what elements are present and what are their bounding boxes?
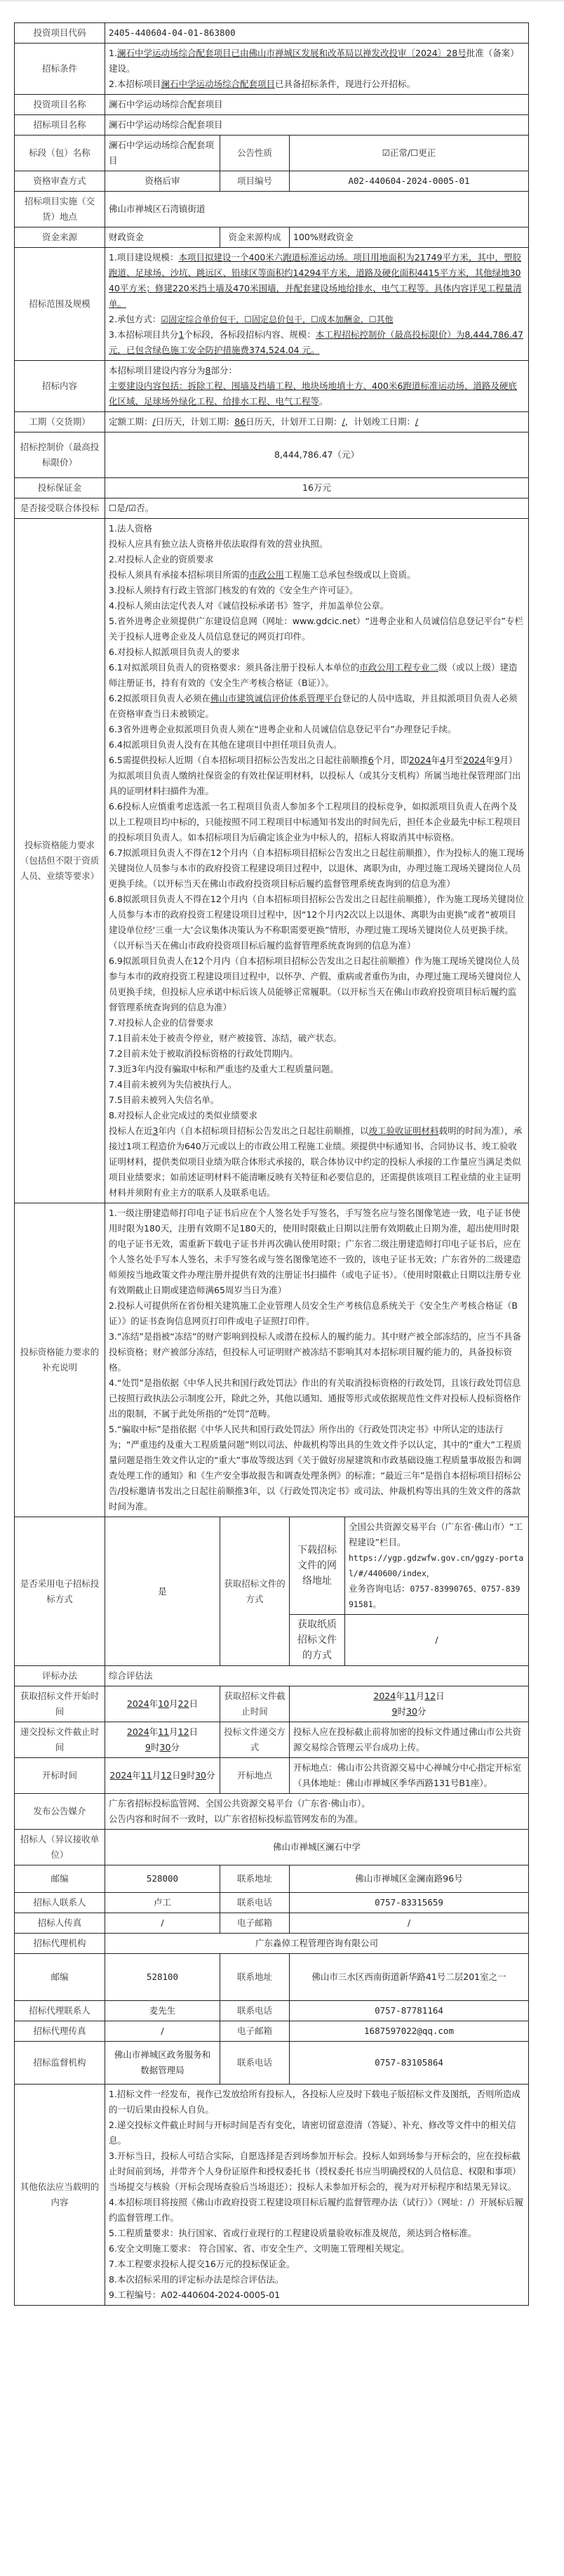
date-month: 11 — [158, 1726, 170, 1737]
text: 已具备招标条件，现进行公开招标。 — [274, 79, 415, 89]
row-location — [15, 192, 529, 227]
scope-item-3 — [109, 327, 525, 358]
label-tenderer-phone: 联系电话 — [220, 1893, 290, 1913]
label-opening-place: 开标地点 — [220, 1758, 290, 1794]
download-platform: 全国公共资源交易平台（广东省·佛山市）“工程建设”栏目。 — [349, 1521, 523, 1547]
label-paper-method: 获取纸质招标文件的方式 — [290, 1615, 345, 1666]
req-6-2 — [109, 691, 525, 722]
text: 部分： — [210, 365, 237, 376]
other-5: 5.工程质量要求：执行国家、省或行业现行的工程建设质量验收标准及规范，须达到合格标准。 — [109, 2228, 477, 2238]
value-control-price: 8,444,786.47（元） — [105, 432, 529, 478]
other-8: 8.本次招标采用的评定标办法是综合评估法。 — [109, 2274, 284, 2285]
label-electronic: 是否采用电子招标投标方式 — [15, 1517, 105, 1666]
text: 专业 — [412, 662, 430, 673]
row-tenderer-fax — [15, 1913, 529, 1934]
download-phone-line — [349, 1581, 525, 1612]
conditions-authority: 佛山市禅城区发展和改革局 — [248, 48, 354, 58]
value-project-code: 2405-440604-04-01-863800 — [105, 23, 529, 44]
row-media — [15, 1794, 529, 1830]
text: 日历天，计划工期： — [155, 416, 235, 427]
label-tenderer-fax: 招标人传真 — [15, 1913, 105, 1934]
req-6-4: 6.4拟派项目负责人没有在其他在建项目中担任项目负责人。 — [109, 739, 342, 750]
value-supplement — [105, 1203, 529, 1517]
label-requirements: 投标资格能力要求（包括但不限于资质人员、业绩等要求） — [15, 519, 105, 1203]
label-tenderer-person: 招标人联系人 — [15, 1893, 105, 1913]
value-section-name: 澜石中学运动场综合配套项目 — [105, 136, 220, 171]
label-consortium: 是否接受联合体投标 — [15, 498, 105, 519]
value-tenderer-address: 佛山市禅城区金澜南路96号 — [290, 1865, 529, 1893]
row-conditions — [15, 44, 529, 95]
row-electronic-download — [15, 1517, 529, 1615]
content-items: 拆除工程、围墙及挡墙工程、地块场地填土方、400米6跑道标准运动场、道路及硬底化区域、足球场外绿化工程、给排水工程、电气工程等 — [109, 381, 517, 407]
other-7: 7.本工程要求投标人提交16万元的投标保证金。 — [109, 2259, 295, 2269]
value-notice-nature: ☑正常/☐更正 — [290, 136, 529, 171]
text: 年内（自本招标项目招标公告发出之日起往前顺推，以 — [158, 1125, 369, 1136]
content-parts-count: 8 — [205, 365, 211, 376]
text: 6.1对拟派项目负责人的资格要求：须具备注册于投标人本单位的 — [109, 662, 360, 673]
time-hour: 9 — [391, 1706, 398, 1717]
text: 级（或以上级）建造师注册证书，持有有效的《安全生产考核合格证（B证）》。 — [109, 662, 518, 688]
label-conditions: 招标条件 — [15, 44, 105, 95]
value-other — [105, 2085, 529, 2306]
text: 日历天，计划开工日期： — [246, 416, 342, 427]
req-7: 7.对投标人企业的信誉要求 — [109, 1017, 214, 1028]
value-paper-method: / — [345, 1615, 529, 1666]
row-obtain-time — [15, 1686, 529, 1722]
label-tenderer-zip: 邮编 — [15, 1865, 105, 1893]
value-consortium: ☐是/☑否。 — [105, 498, 529, 519]
value-opening-time: 2024年11月12日9时30分 — [105, 1758, 220, 1794]
start-month: 4 — [440, 755, 446, 765]
label-obtain-method: 获取招标文件的方式 — [220, 1517, 290, 1666]
end-year: 2024 — [463, 755, 485, 765]
date-month: 11 — [140, 1770, 152, 1781]
consult-phone: 0757-83990765、0757-83991581。 — [349, 1584, 521, 1609]
value-project-number: A02-440604-2024-0005-01 — [290, 171, 529, 192]
value-agency-zip: 528100 — [105, 1954, 220, 2001]
text: 登记的人员中选取，并且拟派项目负责人必须在资格审查当日未被锁定。 — [109, 693, 518, 719]
time-hour: 9 — [145, 1742, 151, 1752]
label-investment-name: 投资项目名称 — [15, 95, 105, 115]
label-duration: 工期（交货期） — [15, 412, 105, 432]
req-6-6: 6.6投标人应慎重考虑选派一名工程项目负责人参加多个工程项目的投标竞争，如拟派项目负责人在两个及以上工程项目均中标的，只能按照不同工程项目中标通知书发出的时间先后，担任本企业最先中标工程项目的投标项目负责人。如本招标项目为后确定该企业为中标人的，招标人将取消其中标资格。 — [109, 801, 521, 843]
req-7-3: 7.3近3年内没有骗取中标和严重违约及重大工程质量问题。 — [109, 1064, 339, 1074]
label-project-number: 项目编号 — [220, 171, 290, 192]
row-supplement — [15, 1203, 529, 1517]
date-year: 2024 — [109, 1770, 133, 1781]
row-deposit — [15, 478, 529, 498]
manager-specialty: 市政公用工程 — [359, 662, 412, 673]
download-url-link[interactable]: https://ygp.gdzwfw.gov.cn/ggzy-portal/#/440600/index， — [349, 1553, 524, 1578]
req-7-5: 7.5目前未被列入失信名单。 — [109, 1095, 220, 1105]
row-tenderer — [15, 1830, 529, 1865]
text: 2.承包方式： — [109, 314, 161, 324]
value-content — [105, 361, 529, 412]
text: 月至 — [445, 755, 464, 765]
row-supervision — [15, 2042, 529, 2085]
value-funding-structure: 100%财政资金 — [290, 227, 529, 248]
value-electronic: 是 — [105, 1517, 220, 1666]
req-6-7: 6.7拟派项目负责人不得在12个月内（自本招标项目招标公告发出之日起往前顺推），作为投标人的施工现场关键岗位人员参与本市的政府投资工程建设项目过程中，以退休、离职为由，办理过施工现场关键岗位人员更换手续。（以开标当天在佛山市政府投资项目标后履约监督管理系统查询到的信息为准） — [109, 847, 525, 889]
credit-platform: 佛山市建筑诚信评价体系管理平台 — [210, 693, 342, 704]
label-media: 发布公告媒介 — [15, 1794, 105, 1830]
value-evaluation: 综合评估法 — [105, 1666, 529, 1686]
other-1: 1.招标文件一经发布，视作已发放给所有投标人，各投标人应及时下载电子版招标文件及图纸，否则所造成的一切后果由投标人自负。 — [109, 2089, 521, 2115]
value-agency-phone: 0757-87781164 — [290, 2001, 529, 2021]
conditions-approval-doc: 禅发改投审〔2024〕28号 — [363, 48, 466, 58]
value-location: 佛山市禅城区石湾镇街道 — [105, 192, 529, 227]
label-section-name: 标段（包）名称 — [15, 136, 105, 171]
date-year: 2024 — [126, 1698, 149, 1709]
row-tenderer-zip — [15, 1865, 529, 1893]
row-scope — [15, 248, 529, 361]
text: 2.本招标项目 — [109, 79, 161, 89]
row-control-price — [15, 432, 529, 478]
value-agency-fax: / — [105, 2021, 220, 2042]
value-tender-name: 澜石中学运动场综合配套项目 — [105, 115, 529, 136]
social-security-months: 6 — [368, 755, 374, 765]
text: 年 — [431, 755, 441, 765]
row-tenderer-person — [15, 1893, 529, 1913]
label-tenderer-email: 电子邮箱 — [220, 1913, 290, 1934]
value-investment-name: 澜石中学运动场综合配套项目 — [105, 95, 529, 115]
quota-duration: / — [152, 416, 156, 427]
text: 个标段，各标段招标内容、规模： — [184, 329, 316, 340]
label-agency-phone: 联系电话 — [220, 2001, 290, 2021]
row-qualification — [15, 171, 529, 192]
req-3: 3.投标人须持有行政主管部门核发的有效的《安全生产许可证》。 — [109, 585, 358, 595]
value-obtain-end: 2024年11月12日 9时30分 — [290, 1686, 529, 1722]
text: 6.5需提供投标人近期（自本招标项目招标公告发出之日起往前顺推 — [109, 755, 368, 765]
row-agency-zip — [15, 1954, 529, 2001]
time-minute: 30 — [406, 1706, 417, 1717]
text: 业务咨询电话： — [349, 1583, 410, 1594]
label-submit-deadline: 递交投标文件截止时间 — [15, 1722, 105, 1758]
req-8a — [109, 1123, 525, 1201]
text: 年 — [485, 755, 495, 765]
time-hour: 9 — [180, 1770, 187, 1781]
value-requirements — [105, 519, 529, 1203]
conditions-line-1 — [109, 46, 525, 77]
tender-notice-table — [14, 22, 529, 2306]
end-month: 9 — [494, 755, 500, 765]
label-deposit: 投标保证金 — [15, 478, 105, 498]
req-6-8: 6.8拟派项目负责人不得在12个月内（自本招标项目招标公告发出之日起往前顺推），作为施工现场关键岗位人员参与本市的政府投资工程建设项目过程中，因“12个月内2次以上以退休、离职为由更换”或者“被项目建设单位经‘三重一大’会议集体决策认为不称职需要更换”情形，办理过施工现场关键岗位人员更换手续。（以开标当天在佛山市政府投资项目标后履约监督管理系统查询到的信息为准） — [109, 894, 525, 951]
value-tenderer-fax: / — [105, 1913, 220, 1934]
label-agency-person: 招标代理联系人 — [15, 2001, 105, 2021]
row-submit — [15, 1722, 529, 1758]
text: 本招标项目建设内容分为 — [109, 365, 206, 376]
req-8: 8.对投标人企业完成过的类似业绩要求 — [109, 1110, 257, 1121]
row-agency-person — [15, 2001, 529, 2021]
label-opening-time: 开标时间 — [15, 1758, 105, 1794]
scope-item-2 — [109, 312, 525, 327]
text: 月）为拟派项目负责人缴纳社保资金的有效社保证明材料，以投标人（或其分支机构）所属当地社保管理部门出具的证明材料扫描件为准。 — [109, 755, 521, 796]
text: ，计划竣工日期： — [344, 416, 415, 427]
other-4: 4.本招标项目将按照《佛山市政府投资工程建设项目标后履约监督管理办法（试行）》（网址：/）开展标后履约监督管理工作。 — [109, 2197, 524, 2223]
value-supervision-phone: 0757-83105864 — [290, 2042, 529, 2085]
row-other — [15, 2085, 529, 2306]
date-month: 10 — [158, 1698, 170, 1709]
date-day: 12 — [424, 1691, 436, 1701]
supplement-3: 3.“冻结”是指被“冻结”的财产影响到投标人或潜在投标人的履约能力。其中财产被全部冻结的，应当不具备投标资格；财产被部分冻结，但投标人可证明财产被冻结不影响其对本招标项目履约能力的，具备投标资格。 — [109, 1331, 521, 1373]
notice-container — [0, 1, 564, 2334]
media-line-2: 公告内容和时间不一致时，以广东省招标投标监管网发布的为准。 — [109, 1814, 363, 1824]
req-2: 2.对投标人企业的资质要求 — [109, 554, 214, 564]
label-supervision: 招标监督机构 — [15, 2042, 105, 2085]
supplement-2: 2.投标人可提供所在省份相关建筑施工企业管理人员安全生产考核信息系统关于《安全生产考核合格证（B证）》的证书查询信息网页打印件或电子证照打印件。 — [109, 1300, 518, 1326]
label-evaluation: 评标办法 — [15, 1666, 105, 1686]
time-minute: 30 — [159, 1742, 171, 1752]
value-obtain-start: 2024年10月22日 — [105, 1686, 220, 1722]
label-location: 招标项目实施（交货）地点 — [15, 192, 105, 227]
text: 载明的时间为准），承接过1项工程造价为640万元或以上的市政公用工程施工业绩。须提供中标通知书、合同协议书、竣工验收证明材料，提供类似项目业绩为联合体形式承接的，联合体协议中约定的投标人承接的工作量应当满足类似项目业绩要求；如前述证明材料不能清晰反映有关特征和必要信息的，还需提供该项目工程业绩的业主证明材料并须附有业主方的联系人及联系电话。 — [109, 1125, 523, 1198]
label-notice-nature: 公告性质 — [220, 136, 290, 171]
completion-doc: 竣工验收证明材料 — [368, 1125, 439, 1136]
other-6: 6.安全文明施工要求： 符合国家、省、市安全生产、文明施工管理相关规定。 — [109, 2243, 410, 2254]
text: 主要建设内容包括： — [109, 381, 188, 391]
date-day: 12 — [177, 1726, 189, 1737]
supplement-1: 1.一级注册建造师打印电子证书后应在个人签名处手写签名，手写签名应与签名图像笔迹一致，电子证书使用时限为180天，注册有效期不足180天的，使用时限截止日期以注册有效期截止日期为准，超出使用时限的电子证书无效，需重新下载电子证书并再次确认使用时限；广东省二级注册建造师打印电子证书后，应在个人签名处手写本人签名，未手写签名或与签名图像笔迹不一致的，该电子证书无效；广东省外的二级建造师须按当地政策文件办理注册并提供有效的注册证书扫描件（或电子证书）。（使用时限截止日期以注册专业有效期截止日期或建造师满65周岁当日为准） — [109, 1208, 521, 1295]
req-7-4: 7.4目前未被列为失信被执行人。 — [109, 1079, 237, 1090]
value-tenderer: 佛山市禅城区澜石中学 — [105, 1830, 529, 1865]
planned-duration: 86 — [234, 416, 246, 427]
row-content — [15, 361, 529, 412]
control-price-text: 本工程招标控制价（最高投标限价）为8,444,786.47元，已包含绿色施工安全防护措施费374,524.04 元。 — [109, 329, 523, 355]
label-obtain-start: 获取招标文件开始时间 — [15, 1686, 105, 1722]
value-agency-address: 佛山市三水区西南街道新华路41号二层201室之一 — [290, 1954, 529, 2001]
text: 工程施工总承包叁级或以上资质。 — [284, 569, 416, 580]
text: 6.2拟派项目负责人必须在 — [109, 693, 210, 704]
req-6-5 — [109, 753, 525, 799]
value-deposit: 16万元 — [105, 478, 529, 498]
label-download-address: 下载招标文件的网络地址 — [290, 1517, 345, 1615]
label-content: 招标内容 — [15, 361, 105, 412]
label-other: 其他依法应当载明的内容 — [15, 2085, 105, 2306]
text: 投标人在近 — [109, 1125, 153, 1136]
performance-years: 3 — [152, 1125, 159, 1136]
value-funding-source: 财政资金 — [105, 227, 220, 248]
req-2a — [109, 567, 525, 583]
value-submit-deadline: 2024年11月12日 9时30分 — [105, 1722, 220, 1758]
text: 批准（备案）建设。 — [109, 48, 519, 74]
row-agency — [15, 1934, 529, 1954]
text: 以 — [354, 48, 363, 58]
req-7-1: 7.1目前未处于被责令停业，财产被接管、冻结，破产状态。 — [109, 1033, 342, 1043]
text: 。 — [319, 396, 328, 407]
media-line-1: 广东省招标投标监管网、全国公共资源交易平台（广东省·佛山市）。 — [109, 1798, 370, 1809]
label-agency-address: 联系地址 — [220, 1954, 290, 2001]
conditions-project: 澜石中学运动场综合配套项目 — [116, 48, 231, 58]
label-control-price: 招标控制价（最高投标限价） — [15, 432, 105, 478]
other-9: 9.工程编号：A02-440604-2024-0005-01 — [109, 2290, 281, 2300]
req-4: 4.投标人须由法定代表人对《诚信投标承诺书》签字，并加盖单位公章。 — [109, 600, 389, 611]
row-section-name — [15, 136, 529, 171]
value-media — [105, 1794, 529, 1830]
text: 定额工期： — [109, 416, 153, 427]
label-agency-fax: 招标代理传真 — [15, 2021, 105, 2042]
row-consortium — [15, 498, 529, 519]
planned-start-date: / — [342, 416, 345, 427]
value-agency-person: 麦先生 — [105, 2001, 220, 2021]
supplement-4: 4.“处罚”是指依据《中华人民共和国行政处罚法》作出的有关取消投标资格的行政处罚，且该行政处罚信息已按照行政执法公示制度公开，除此之外，其他以通知、通报等形式或依据规范性文件对投标人投标资格作出的限制，不属于此处所指的“处罚”范畴。 — [109, 1378, 521, 1419]
row-requirements — [15, 519, 529, 1203]
req-6-1 — [109, 660, 525, 691]
start-year: 2024 — [408, 755, 431, 765]
row-duration — [15, 412, 529, 432]
label-supervision-phone: 联系电话 — [220, 2042, 290, 2085]
contract-method-options: ☑固定综合单价包干，☐固定总价包干，☐成本加酬金，☐其他 — [161, 315, 394, 324]
scope-scale-text: 本项目拟建设一个400米六跑道标准运动场。项目用地面积为21749平方米，其中，塑胶跑道、足球场、沙坑、跳远区、铅球区等面积约14294平方米，道路及硬化面积4415平方米，其他绿地3040平方米；修建220米挡土墙及470米围墙，并配套建设场地给排水、电气工程等。具体内容详见工程量清单。 — [109, 252, 522, 309]
label-agency: 招标代理机构 — [15, 1934, 105, 1954]
value-tenderer-person: 卢工 — [105, 1893, 220, 1913]
text: 3.本招标项目共分 — [109, 329, 179, 340]
date-month: 11 — [404, 1691, 416, 1701]
text: 1.项目建设规模： — [109, 252, 179, 263]
planned-end-date: / — [415, 416, 419, 427]
row-opening — [15, 1758, 529, 1794]
value-agency-email[interactable]: 1687597022@qq.com — [290, 2021, 529, 2042]
value-submit-method: 投标人应在投标截止前将加密的投标文件通过佛山市公共资源交易综合管理云平台成功上传。 — [290, 1722, 529, 1758]
content-line-1 — [109, 363, 525, 378]
row-funding — [15, 227, 529, 248]
time-minute: 30 — [195, 1770, 207, 1781]
req-6-3: 6.3省外进粤企业拟派项目负责人须在“进粤企业和人员诚信信息登记平台”办理登记手续。 — [109, 724, 457, 734]
value-scope — [105, 248, 529, 361]
value-tenderer-email: / — [290, 1913, 529, 1934]
value-agency: 广东淼倬工程管理咨询有限公司 — [105, 1934, 529, 1954]
value-tenderer-zip: 528000 — [105, 1865, 220, 1893]
text: 已由 — [231, 48, 249, 58]
date-day: 12 — [161, 1770, 173, 1781]
other-3: 3.开标当日，投标人可结合实际，自愿选择是否到场参加开标会。投标人如到场参与开标会的，应在投标截止时间前到场，并带齐个人身份证原件和授权委托书（授权委托书应当明确授权的人员信息、权限和事项）当场提交与核验（开标会现场查验后当场退还）；投标人未参加开标会的，视为对开标程序和结果无异议。 — [109, 2151, 521, 2192]
date-year: 2024 — [373, 1691, 396, 1701]
row-tender-name — [15, 115, 529, 136]
label-supplement: 投标资格能力要求的补充说明 — [15, 1203, 105, 1517]
value-qualification-method: 资格后审 — [105, 171, 220, 192]
scope-item-1 — [109, 250, 525, 312]
text: 投标人须具有承接本招标项目所需的 — [109, 569, 250, 580]
date-day: 22 — [177, 1698, 189, 1709]
date-year: 2024 — [126, 1726, 149, 1737]
value-tenderer-phone: 0757-83315659 — [290, 1893, 529, 1913]
label-funding-source: 资金来源 — [15, 227, 105, 248]
content-line-2 — [109, 378, 525, 409]
row-project-code — [15, 23, 529, 44]
value-supervision: 佛山市禅城区政务服务和数据管理局 — [105, 2042, 220, 2085]
text: 1. — [109, 48, 117, 58]
value-download-address — [345, 1517, 529, 1615]
label-tenderer-address: 联系地址 — [220, 1865, 290, 1893]
value-conditions — [105, 44, 529, 95]
label-agency-email: 电子邮箱 — [220, 2021, 290, 2042]
req-6-9: 6.9拟派项目负责人在12个月内（自本招标项目招标公告发出之日起往前顺推）作为施工现场关键岗位人员参与本市的政府投资工程建设项目过程中，以怀孕、产假、重病或者重伤为由，办理过施工现场关键岗位人员更换手续，但投标人应承诺中标后该人员能够正常履职。（以开标当天在佛山市政府投资项目标后履约监督管理系统查询到的信息为准） — [109, 956, 521, 1012]
conditions-line-2 — [109, 77, 525, 92]
req-1: 1.法人资格 — [109, 523, 152, 534]
value-duration — [105, 412, 529, 432]
value-opening-place: 开标地点：佛山市公共资源交易中心禅城分中心指定开标室（具体地址：佛山市禅城区季华西路131号B1座）。 — [290, 1758, 529, 1794]
label-submit-method: 投标文件递交方式 — [220, 1722, 290, 1758]
label-funding-structure: 资金来源构成 — [220, 227, 290, 248]
qualification-field: 市政公用 — [249, 569, 285, 580]
conditions-project-2: 澜石中学运动场综合配套项目 — [161, 79, 275, 89]
req-1a: 投标人应具有独立法人资格并依法取得有效的营业执照。 — [109, 539, 328, 549]
row-evaluation — [15, 1666, 529, 1686]
label-tender-name: 招标项目名称 — [15, 115, 105, 136]
req-7-2: 7.2目前未处于被取消投标资格的行政处罚期内。 — [109, 1048, 298, 1059]
text: 个月，即 — [373, 755, 409, 765]
label-scope: 招标范围及规模 — [15, 248, 105, 361]
req-6: 6.对投标人拟派项目负责人的要求 — [109, 647, 240, 657]
row-investment-name — [15, 95, 529, 115]
manager-grade: 二 — [429, 662, 438, 673]
row-agency-fax — [15, 2021, 529, 2042]
supplement-5: 5.“骗取中标”是指依据《中华人民共和国行政处罚法》所作出的《行政处罚决定书》中所认定的违法行为；“严重违约及重大工程质量问题”则以司法、仲裁机构等出具的生效文件予以认定，其中的“重大”工程质量问题是指生效文件认定的“重大”事故等级达到《关于做好房屋建筑和市政基础设施工程质量事故报告和调查处理工作的通知》和《生产安全事故报告和调查处理条例》的标准；“最近三年”是指自本招标项目招标公告/投标邀请书发出之日起往前顺推3年，以《行政处罚决定书》或司法、仲裁机构等出具的生效文件的落款时间为准。 — [109, 1424, 522, 1512]
label-tenderer: 招标人（异议接收单位） — [15, 1830, 105, 1865]
label-agency-zip: 邮编 — [15, 1954, 105, 2001]
label-obtain-end: 获取招标文件截止时间 — [220, 1686, 290, 1722]
label-project-code: 投资项目代码 — [15, 23, 105, 44]
other-2: 2.递交投标文件截止时间与开标时间是否有变化，请密切留意澄清（答疑）、补充、修改等文件中的相关信息。 — [109, 2120, 516, 2146]
req-5: 5.省外进粤企业须提供广东建设信息网（网址：www.gdcic.net）“进粤企业和人员诚信信息登记平台”专栏关于投标人进粤企业及人员信息登记的网页打印件。 — [109, 616, 523, 642]
label-qualification-method: 资格审查方式 — [15, 171, 105, 192]
section-count: 1 — [178, 329, 184, 340]
